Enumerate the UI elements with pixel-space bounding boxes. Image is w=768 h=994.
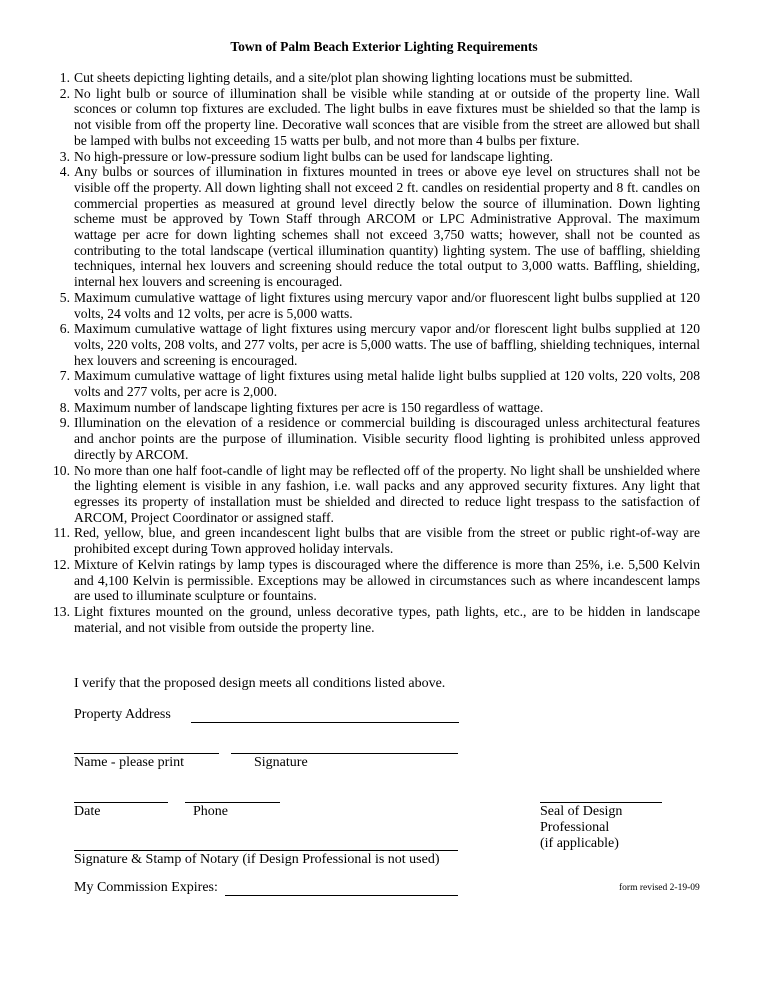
requirement-text: No more than one half foot-candle of light may be reflected off of the property. No light shall be unshielded where the lighting element is visible in any fashion, i.e. wall packs and any approved security fixtures. Any light that egresses its property of installation must be shielded and directed to reduce light trespass to the satisfaction of ARCOM, Project Coordinator or assigned staff.	[74, 462, 700, 525]
requirement-item	[59, 148, 700, 165]
seal-label-line-3: (if applicable)	[540, 836, 619, 851]
seal-line[interactable]	[540, 802, 662, 803]
requirement-item	[59, 415, 700, 462]
requirement-item	[59, 70, 700, 86]
requirement-item	[59, 399, 700, 416]
requirement-number: 12.	[53, 556, 70, 572]
requirement-item	[59, 368, 700, 400]
name-line[interactable]	[74, 753, 219, 754]
requirement-number: 11.	[53, 525, 70, 541]
phone-label: Phone	[193, 804, 228, 819]
requirement-number: 2.	[59, 85, 70, 101]
requirement-item	[59, 164, 700, 290]
seal-label-line-2: Professional	[540, 820, 610, 835]
requirements-list	[53, 70, 700, 635]
requirement-text: Any bulbs or sources of illumination in fixtures mounted in trees or above eye level on structures shall not be visible off the property. All down lighting shall not exceed 2 ft. candles on residential property and 8 ft. candles on commercial properties as measured at ground level directly below the source of illumination. Down lighting scheme must be approved by Town Staff through ARCOM or LPC Administrative Approval. The maximum wattage per acre for down lighting schemes shall not exceed 3,750 watts; however, shall not be counted as contributing to the total landscape (vertical illumination quantity) lighting system. The use of baffling, shielding techniques, internal hex louvers and screening should reduce the total output to 3,000 watts. Baffling, shielding, internal hex louvers and screening is encouraged.	[74, 164, 700, 290]
requirement-item	[53, 525, 700, 557]
requirement-text: No light bulb or source of illumination shall be visible while standing at or outside of the property line. Wall sconces or column top fixtures are excluded. The light bulbs in eave fixtures must be shielded so that the lamp is not visible from off the property line. Decorative wall sconces that are visible from the street are allowed but shall be lamped with bulbs not exceeding 15 watts per bulb, and not more than 4 bulbs per fixture.	[74, 85, 700, 148]
page-title: Town of Palm Beach Exterior Lighting Requirements	[230, 39, 538, 54]
requirement-number: 9.	[59, 415, 70, 431]
requirement-item	[59, 289, 700, 321]
date-line[interactable]	[74, 802, 168, 803]
requirement-item	[53, 462, 700, 526]
requirement-text: Red, yellow, blue, and green incandescent light bulbs that are visible from the street or public right-of-way are prohibited except during Town approved holiday intervals.	[74, 525, 700, 557]
seal-label-line-1: Seal of Design	[540, 804, 623, 819]
requirement-text: Light fixtures mounted on the ground, unless decorative types, path lights, etc., are to be hidden in landscape material, and not visible from outside the property line.	[74, 603, 700, 635]
requirement-text: Maximum cumulative wattage of light fixtures using mercury vapor and/or florescent light bulbs supplied at 120 volts, 220 volts, 208 volts, and 277 volts, per acre is 5,000 watts. The use of baffling, shielding techniques, internal hex louvers and screening is encouraged.	[74, 321, 700, 368]
form-revised-note: form revised 2-19-09	[619, 883, 700, 893]
requirement-number: 5.	[59, 289, 70, 305]
notary-label: Signature & Stamp of Notary (if Design Professional is not used)	[74, 852, 440, 867]
requirement-item	[59, 85, 700, 149]
requirement-text: Maximum number of landscape lighting fixtures per acre is 150 regardless of wattage.	[74, 399, 544, 415]
signature-line[interactable]	[231, 753, 458, 754]
property-address-line[interactable]	[191, 722, 459, 723]
requirement-number: 7.	[59, 368, 70, 384]
requirement-number: 6.	[59, 321, 70, 337]
requirement-text: Mixture of Kelvin ratings by lamp types is discouraged where the difference is more than 25%, i.e. 5,500 Kelvin and 4,100 Kelvin is permissible. Exceptions may be allowed in circumstances such as where incandescent lamps are used to illuminate sculpture or fountains.	[74, 556, 700, 604]
property-address-label: Property Address	[74, 707, 171, 722]
requirement-text: No high-pressure or low-pressure sodium light bulbs can be used for landscape lighting.	[74, 148, 554, 164]
requirement-number: 1.	[59, 70, 70, 85]
commission-expires-label: My Commission Expires:	[74, 880, 218, 895]
requirement-number: 8.	[59, 399, 70, 415]
phone-line[interactable]	[185, 802, 280, 803]
requirement-number: 4.	[59, 164, 70, 180]
requirement-number: 10.	[53, 462, 70, 478]
verification-statement: I verify that the proposed design meets all conditions listed above.	[74, 676, 446, 691]
requirement-item	[53, 603, 700, 635]
date-label: Date	[74, 804, 101, 819]
requirement-text: Cut sheets depicting lighting details, and a site/plot plan showing lighting locations must be submitted.	[74, 70, 633, 85]
requirement-item	[59, 321, 700, 368]
name-label: Name - please print	[74, 755, 185, 770]
seal-label	[540, 804, 622, 852]
requirement-text: Maximum cumulative wattage of light fixtures using mercury vapor and/or fluorescent light bulbs supplied at 120 volts, 24 volts and 12 volts, per acre is 5,000 watts.	[74, 289, 700, 321]
notary-line[interactable]	[74, 850, 458, 851]
requirement-item	[53, 556, 700, 604]
commission-expires-line[interactable]	[225, 895, 458, 896]
requirement-text: Illumination on the elevation of a residence or commercial building is discouraged unless architectural features and anchor points are the purpose of illumination. Visible security flood lighting is prohibited unless approved directly by ARCOM.	[74, 415, 700, 462]
requirement-number: 13.	[53, 603, 70, 619]
requirement-number: 3.	[59, 148, 70, 164]
requirement-text: Maximum cumulative wattage of light fixtures using metal halide light bulbs supplied at 120 volts, 220 volts, 208 volts and 277 volts, per acre is 2,000.	[74, 368, 700, 400]
signature-label: Signature	[254, 755, 308, 770]
